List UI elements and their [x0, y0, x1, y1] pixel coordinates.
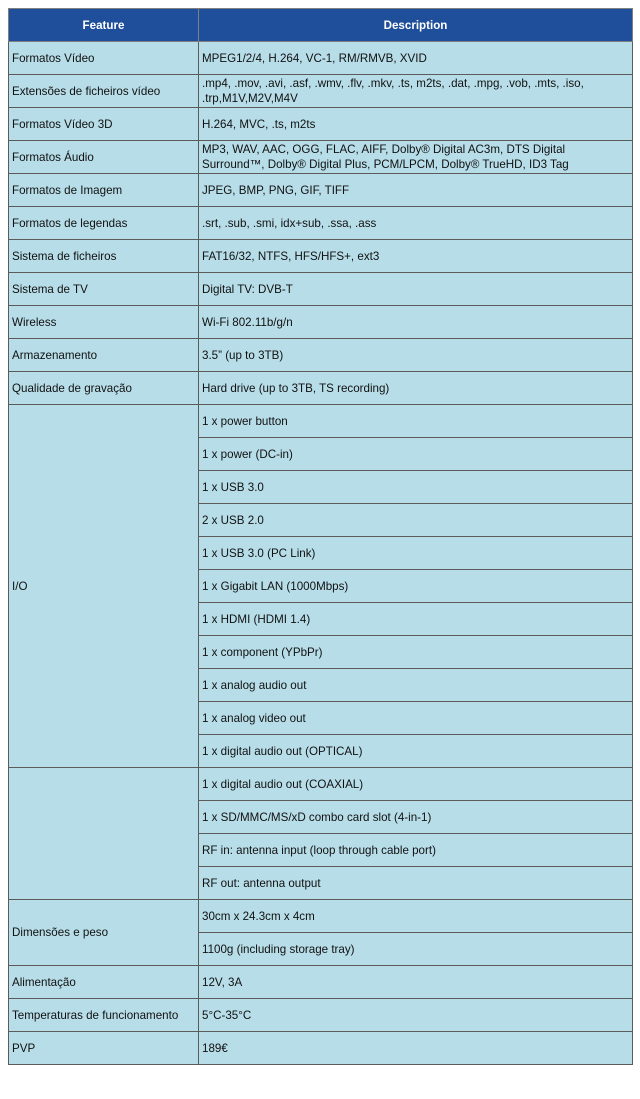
feature-cell: PVP [9, 1032, 199, 1065]
table-row [9, 306, 633, 339]
description-cell: 1 x power button [199, 405, 633, 438]
table-row [9, 999, 633, 1032]
table-row [9, 42, 633, 75]
feature-cell: Sistema de ficheiros [9, 240, 199, 273]
table-row [9, 273, 633, 306]
feature-cell: Wireless [9, 306, 199, 339]
table-row [9, 141, 633, 174]
description-cell: JPEG, BMP, PNG, GIF, TIFF [199, 174, 633, 207]
description-cell: 12V, 3A [199, 966, 633, 999]
description-cell: 30cm x 24.3cm x 4cm [199, 900, 633, 933]
description-cell: 1100g (including storage tray) [199, 933, 633, 966]
table-row [9, 339, 633, 372]
description-cell: 1 x Gigabit LAN (1000Mbps) [199, 570, 633, 603]
feature-cell [9, 768, 199, 900]
description-cell: RF in: antenna input (loop through cable port) [199, 834, 633, 867]
feature-cell: Formatos Vídeo [9, 42, 199, 75]
feature-cell: I/O [9, 405, 199, 768]
description-cell: MPEG1/2/4, H.264, VC-1, RM/RMVB, XVID [199, 42, 633, 75]
description-cell: 1 x digital audio out (OPTICAL) [199, 735, 633, 768]
description-cell: 1 x digital audio out (COAXIAL) [199, 768, 633, 801]
description-cell: 1 x USB 3.0 (PC Link) [199, 537, 633, 570]
table-row [9, 240, 633, 273]
description-cell: 1 x HDMI (HDMI 1.4) [199, 603, 633, 636]
description-cell: 1 x component (YPbPr) [199, 636, 633, 669]
table-row [9, 1032, 633, 1065]
header-feature: Feature [9, 9, 199, 42]
table-row [9, 405, 633, 438]
description-cell: Digital TV: DVB-T [199, 273, 633, 306]
description-cell: .srt, .sub, .smi, idx+sub, .ssa, .ass [199, 207, 633, 240]
feature-cell: Formatos de legendas [9, 207, 199, 240]
description-cell: .mp4, .mov, .avi, .asf, .wmv, .flv, .mkv, .ts, m2ts, .dat, .mpg, .vob, .mts, .iso, .trp,M1V,M2V,M4V [199, 75, 633, 108]
feature-cell: Dimensões e peso [9, 900, 199, 966]
table-row [9, 900, 633, 933]
description-cell: 5°C-35°C [199, 999, 633, 1032]
description-cell: Hard drive (up to 3TB, TS recording) [199, 372, 633, 405]
feature-cell: Formatos de Imagem [9, 174, 199, 207]
spec-body [9, 42, 633, 1065]
feature-cell: Formatos Áudio [9, 141, 199, 174]
feature-cell: Qualidade de gravação [9, 372, 199, 405]
description-cell: 3.5” (up to 3TB) [199, 339, 633, 372]
table-row [9, 75, 633, 108]
description-cell: 1 x analog video out [199, 702, 633, 735]
feature-cell: Temperaturas de funcionamento [9, 999, 199, 1032]
spec-table [8, 8, 633, 1065]
feature-cell: Formatos Vídeo 3D [9, 108, 199, 141]
description-cell: RF out: antenna output [199, 867, 633, 900]
table-row [9, 207, 633, 240]
table-row [9, 174, 633, 207]
table-row [9, 768, 633, 801]
description-cell: 189€ [199, 1032, 633, 1065]
feature-cell: Sistema de TV [9, 273, 199, 306]
description-cell: 1 x power (DC-in) [199, 438, 633, 471]
table-row [9, 372, 633, 405]
table-row [9, 108, 633, 141]
feature-cell: Armazenamento [9, 339, 199, 372]
table-row [9, 966, 633, 999]
feature-cell: Extensões de ficheiros vídeo [9, 75, 199, 108]
description-cell: MP3, WAV, AAC, OGG, FLAC, AIFF, Dolby® Digital AC3m, DTS Digital Surround™, Dolby® Digital Plus, PCM/LPCM, Dolby® TrueHD, ID3 Tag [199, 141, 633, 174]
header-description: Description [199, 9, 633, 42]
description-cell: 2 x USB 2.0 [199, 504, 633, 537]
description-cell: H.264, MVC, .ts, m2ts [199, 108, 633, 141]
header-row [9, 9, 633, 42]
description-cell: Wi-Fi 802.11b/g/n [199, 306, 633, 339]
feature-cell: Alimentação [9, 966, 199, 999]
description-cell: 1 x analog audio out [199, 669, 633, 702]
description-cell: 1 x USB 3.0 [199, 471, 633, 504]
description-cell: FAT16/32, NTFS, HFS/HFS+, ext3 [199, 240, 633, 273]
description-cell: 1 x SD/MMC/MS/xD combo card slot (4-in-1) [199, 801, 633, 834]
